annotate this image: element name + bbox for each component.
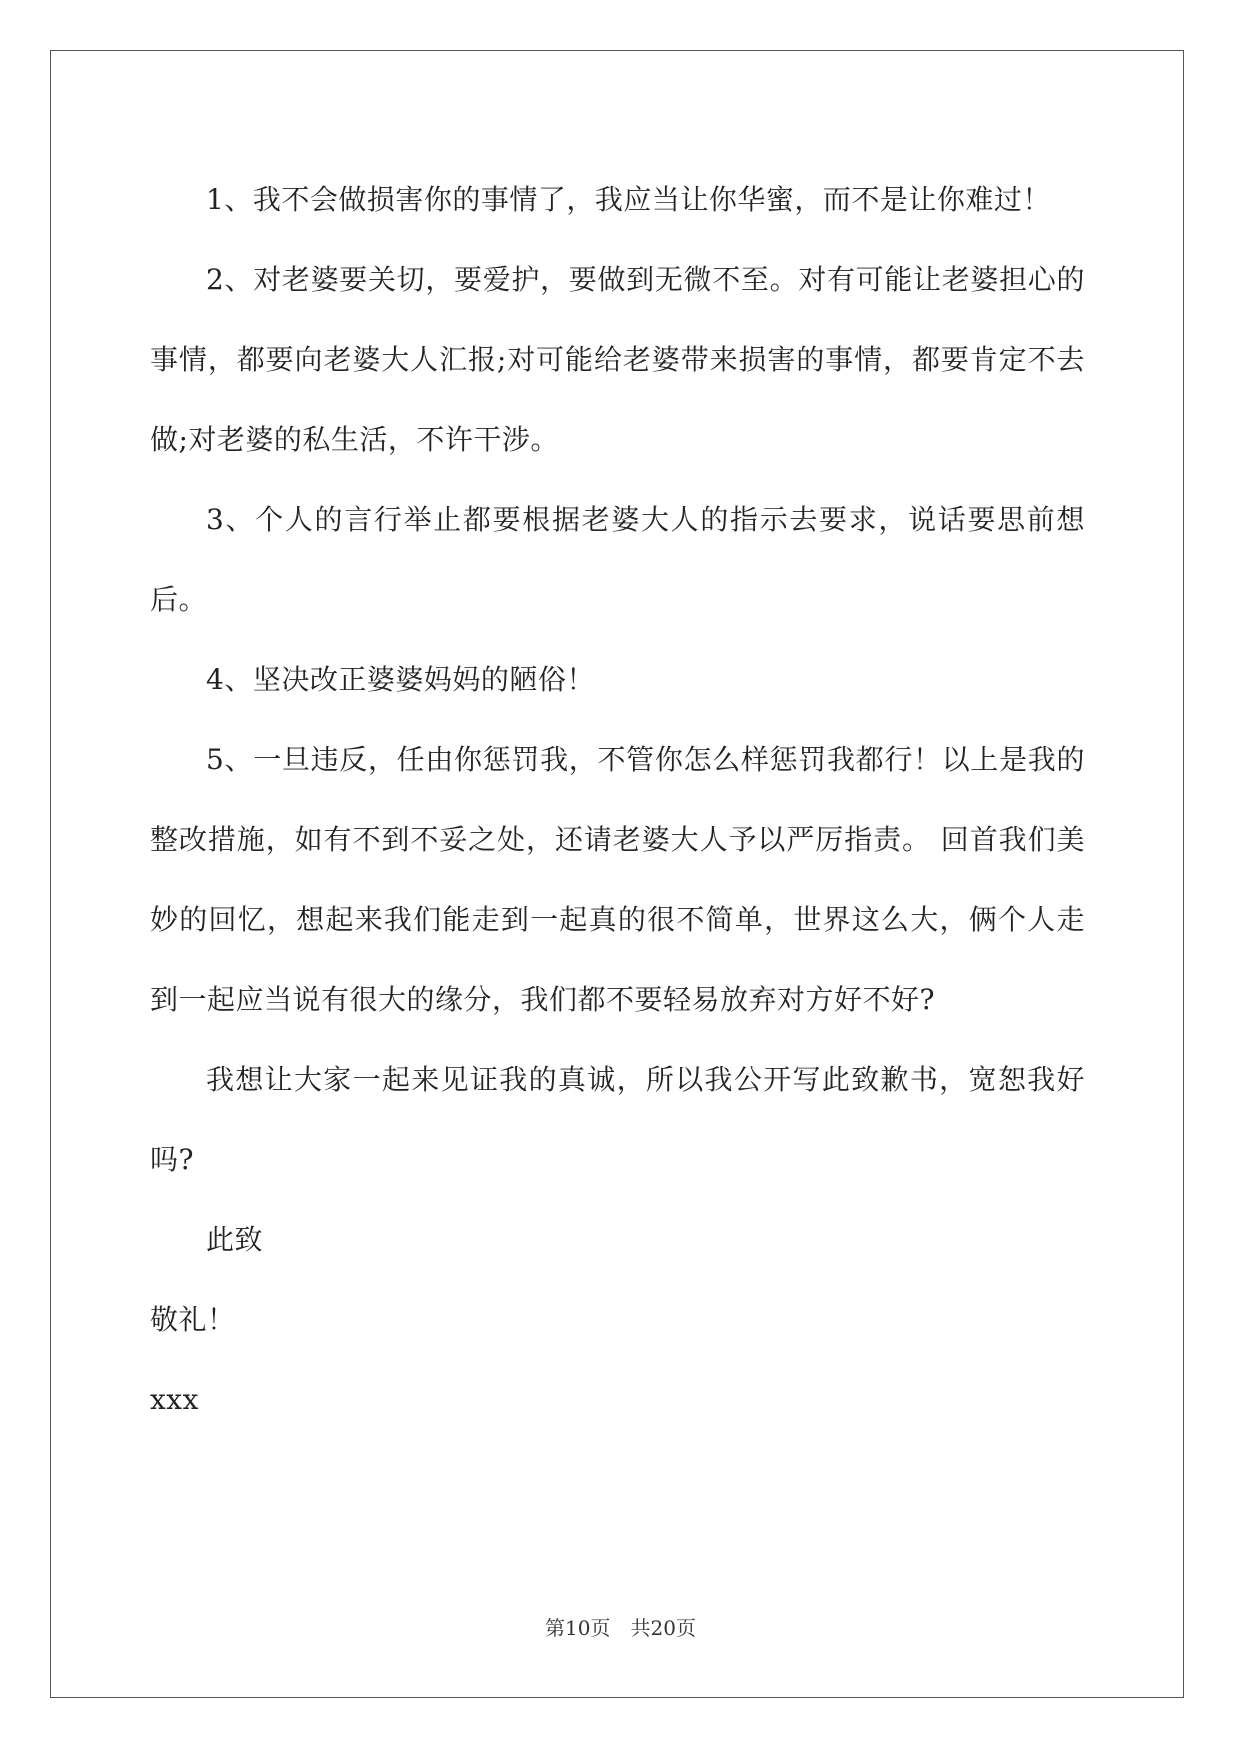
document-body: [150, 160, 1085, 1440]
paragraph-4: 4、坚决改正婆婆妈妈的陋俗！: [206, 663, 595, 696]
closing-line: 此致: [206, 1223, 264, 1256]
paragraph-1: 1、我不会做损害你的事情了，我应当让你华蜜，而不是让你难过！: [206, 183, 1051, 216]
paragraph-5: 5、一旦违反，任由你惩罚我，不管你怎么样惩罚我都行！以上是我的整改措施，如有不到不妥之处，还请老婆大人予以严厉指责。 回首我们美妙的回忆，想起来我们能走到一起真的很不简单，世界这么大，俩个人走到一起应当说有很大的缘分，我们都不要轻易放弃对方好不好?: [150, 743, 1085, 1016]
signature-line: xxx: [150, 1383, 199, 1416]
paragraph-2: 2、对老婆要关切，要爱护，要做到无微不至。对有可能让老婆担心的事情，都要向老婆大人汇报;对可能给老婆带来损害的事情，都要肯定不去做;对老婆的私生活，不许干涉。: [150, 263, 1085, 456]
paragraph-3: 3、个人的言行举止都要根据老婆大人的指示去要求，说话要思前想后。: [150, 503, 1085, 616]
paragraph-6: 我想让大家一起来见证我的真诚，所以我公开写此致歉书，宽恕我好吗?: [150, 1063, 1085, 1176]
salutation-line: 敬礼！: [150, 1303, 236, 1336]
page-number-footer: 第10页 共20页: [545, 1616, 696, 1640]
